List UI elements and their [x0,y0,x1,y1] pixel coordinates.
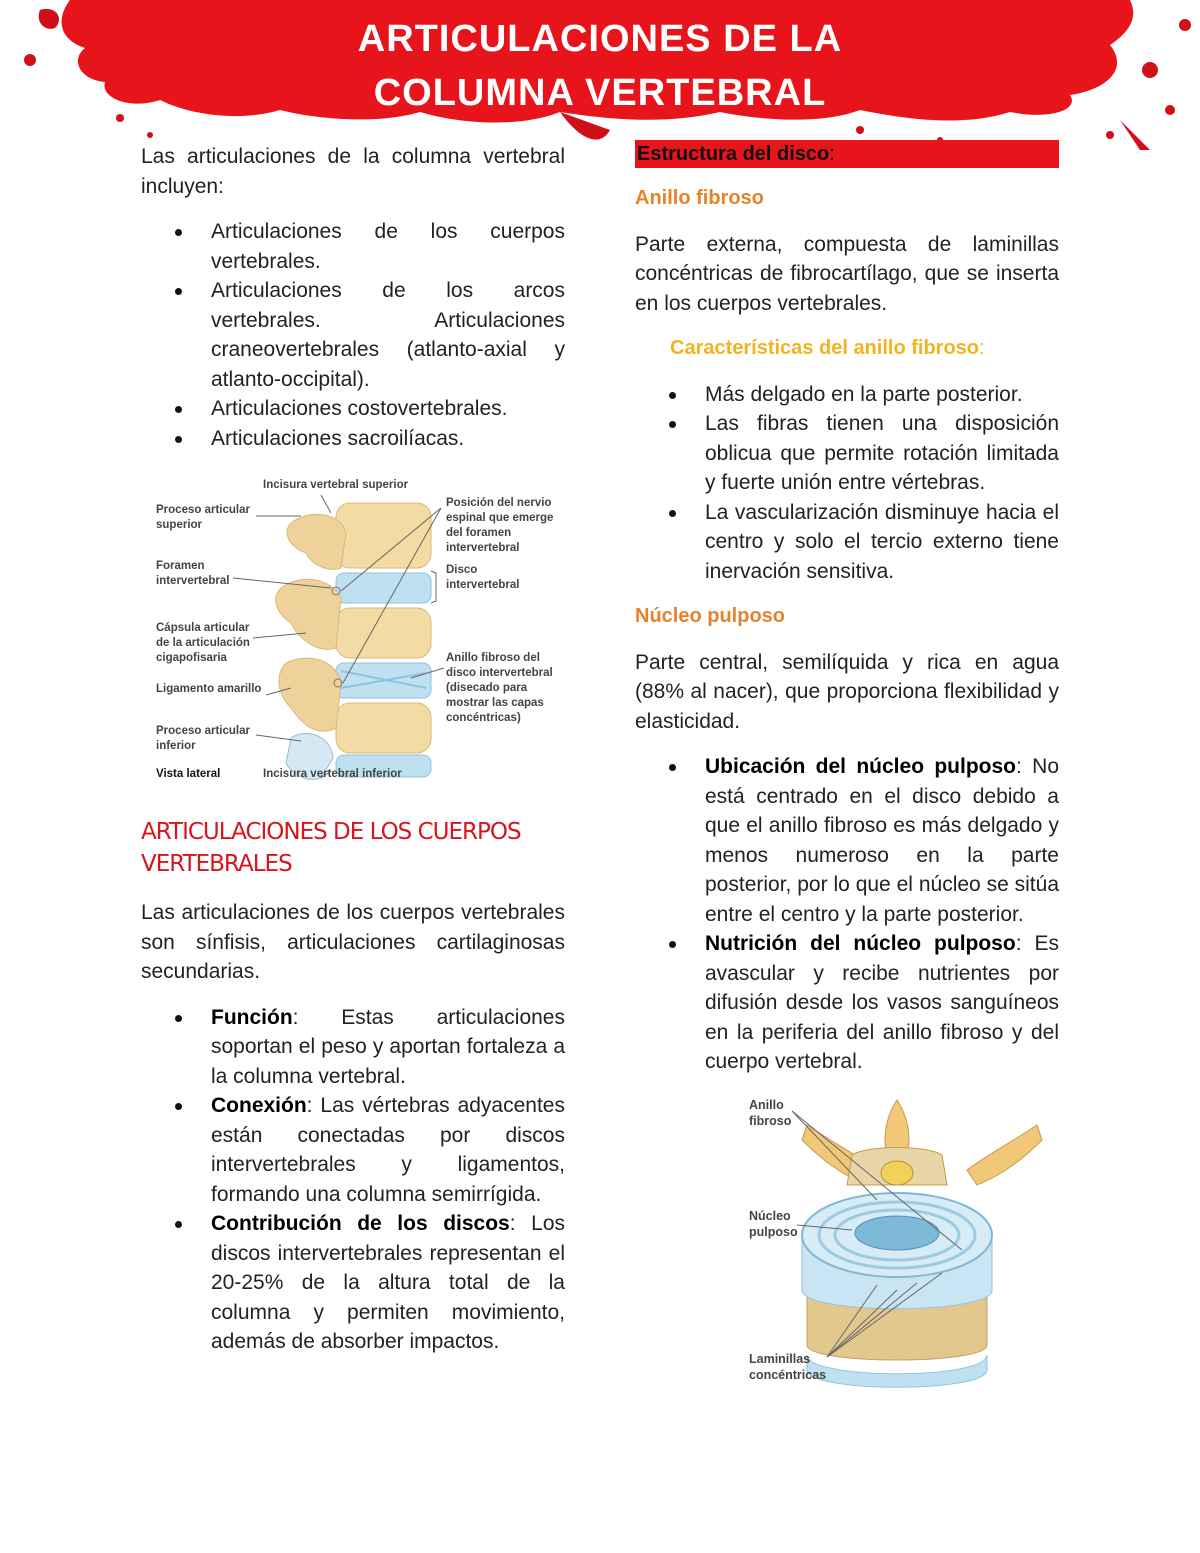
label-posicion-nervio-4: intervertebral [446,542,520,554]
label-anillo-4: mostrar las capas [446,697,544,709]
label-capsula: Cápsula articular [156,622,250,634]
label-incisura-inferior: Incisura vertebral inferior [263,768,402,780]
label-posicion-nervio: Posición del nervio [446,497,552,509]
label-proceso-superior-2: superior [156,519,203,531]
list-item: Articulaciones de los cuerpos vertebrales. [211,217,565,276]
label-disco-2: intervertebral [446,579,520,591]
label-anillo: Anillo [749,1097,784,1112]
list-item: Articulaciones sacroilíacas. [211,424,565,454]
label-incisura-superior: Incisura vertebral superior [263,479,409,491]
label-foramen-2: intervertebral [156,575,230,587]
list-item [211,1003,565,1092]
label-proceso-inferior: Proceso articular [156,725,250,737]
label-posicion-nervio-3: del foramen [446,527,512,539]
list-item [705,752,1059,929]
articulations-list [141,217,565,453]
disc-structure-bar [635,140,1059,168]
label-proceso-superior: Proceso articular [156,504,250,516]
label-disco: Disco [446,564,478,576]
nucleo-heading: Núcleo pulposo [635,605,785,627]
nucleo-paragraph: Parte central, semilíquida y rica en agua (88% al nacer), que proporciona flexibilidad y elasticidad. [635,650,1059,733]
label-proceso-inferior-2: inferior [156,740,196,752]
section-title: ARTICULACIONES DE LOS CUERPOS VERTEBRALES [141,819,521,877]
vertebrae-lateral-figure [141,473,565,798]
label-anillo-5: concéntricas) [446,712,521,724]
label-anillo-2: fibroso [749,1113,792,1128]
item-text: : Estas articulaciones soportan el peso y aportan fortaleza a la columna vertebral. [211,1005,565,1088]
label-nucleo: Núcleo [749,1208,791,1223]
section-list [141,1003,565,1357]
right-column [635,140,1059,1395]
label-ligamento: Ligamento amarillo [156,683,262,695]
disc-structure-title: Estructura del disco [637,143,830,165]
intervertebral-disc-figure [747,1095,1047,1395]
label-capsula-3: cigapofisaria [156,652,227,664]
label-anillo: Anillo fibroso del [446,652,540,664]
term-nutricion: Nutrición del núcleo pulposo [705,932,1016,955]
term-contribucion: Contribución de los discos [211,1212,510,1235]
item-text: : No está centrado en el disco debido a que el anillo fibroso es más delgado y menos numeroso en la parte posterior, por lo que el núcleo se sitúa entre el centro y la parte posterior. [705,755,1060,926]
list-item: Articulaciones de los arcos vertebrales. Articulaciones craneovertebrales (atlanto-axial y atlanto-occipital). [211,276,565,394]
caract-heading-text: Características del anillo fibroso [670,337,979,359]
label-vista-lateral: Vista lateral [156,768,221,780]
list-item: Articulaciones costovertebrales. [211,394,565,424]
label-nucleo-2: pulposo [749,1224,798,1239]
label-laminillas: Laminillas [749,1351,811,1366]
nucleo-list [635,752,1059,1077]
term-funcion: Función [211,1005,293,1029]
caract-heading [670,334,1059,364]
section-paragraph: Las articulaciones de los cuerpos vertebrales son sínfisis, articulaciones cartilaginosas secundarias. [141,901,565,983]
caract-heading-colon: : [979,337,985,359]
disc-structure-colon: : [829,143,835,165]
label-anillo-3: (disecado para [446,682,528,694]
list-item [211,1209,565,1357]
document-title [0,12,1200,120]
item-text: : Los discos intervertebrales representan el 20-25% de la altura total de la columna y permiten movimiento, además de absorber impactos. [211,1212,565,1353]
anillo-paragraph: Parte externa, compuesta de laminillas concéntricas de fibrocartílago, que se inserta en los cuerpos vertebrales. [635,232,1059,315]
intro-paragraph: Las articulaciones de la columna vertebral incluyen: [141,145,565,198]
anillo-heading: Anillo fibroso [635,187,764,209]
title-line-2: COLUMNA VERTEBRAL [373,72,827,114]
label-foramen: Foramen [156,560,205,572]
list-item: Las fibras tienen una disposición oblicua que permite rotación limitada y fuerte unión entre vértebras. [705,409,1059,498]
list-item: La vascularización disminuye hacia el centro y solo el tercio externo tiene inervación sensitiva. [705,498,1059,587]
list-item [705,929,1059,1077]
term-conexion: Conexión [211,1094,307,1117]
term-ubicacion: Ubicación del núcleo pulposo [705,755,1016,778]
label-laminillas-2: concéntricas [749,1367,827,1382]
item-text: : Es avascular y recibe nutrientes por difusión desde los vasos sanguíneos en la periferia del anillo fibroso y del cuerpo vertebral. [705,932,1059,1073]
left-column [141,140,565,1357]
label-anillo-2: disco intervertebral [446,667,553,679]
title-line-1: ARTICULACIONES DE LA [357,18,843,60]
label-capsula-2: de la articulación [156,637,250,649]
list-item: Más delgado en la parte posterior. [705,380,1059,410]
caract-list [635,380,1059,587]
item-text: : Las vértebras adyacentes están conectadas por discos intervertebrales y ligamentos, formando una columna semirrígida. [211,1094,565,1206]
list-item [211,1091,565,1209]
label-posicion-nervio-2: espinal que emerge [446,512,554,524]
